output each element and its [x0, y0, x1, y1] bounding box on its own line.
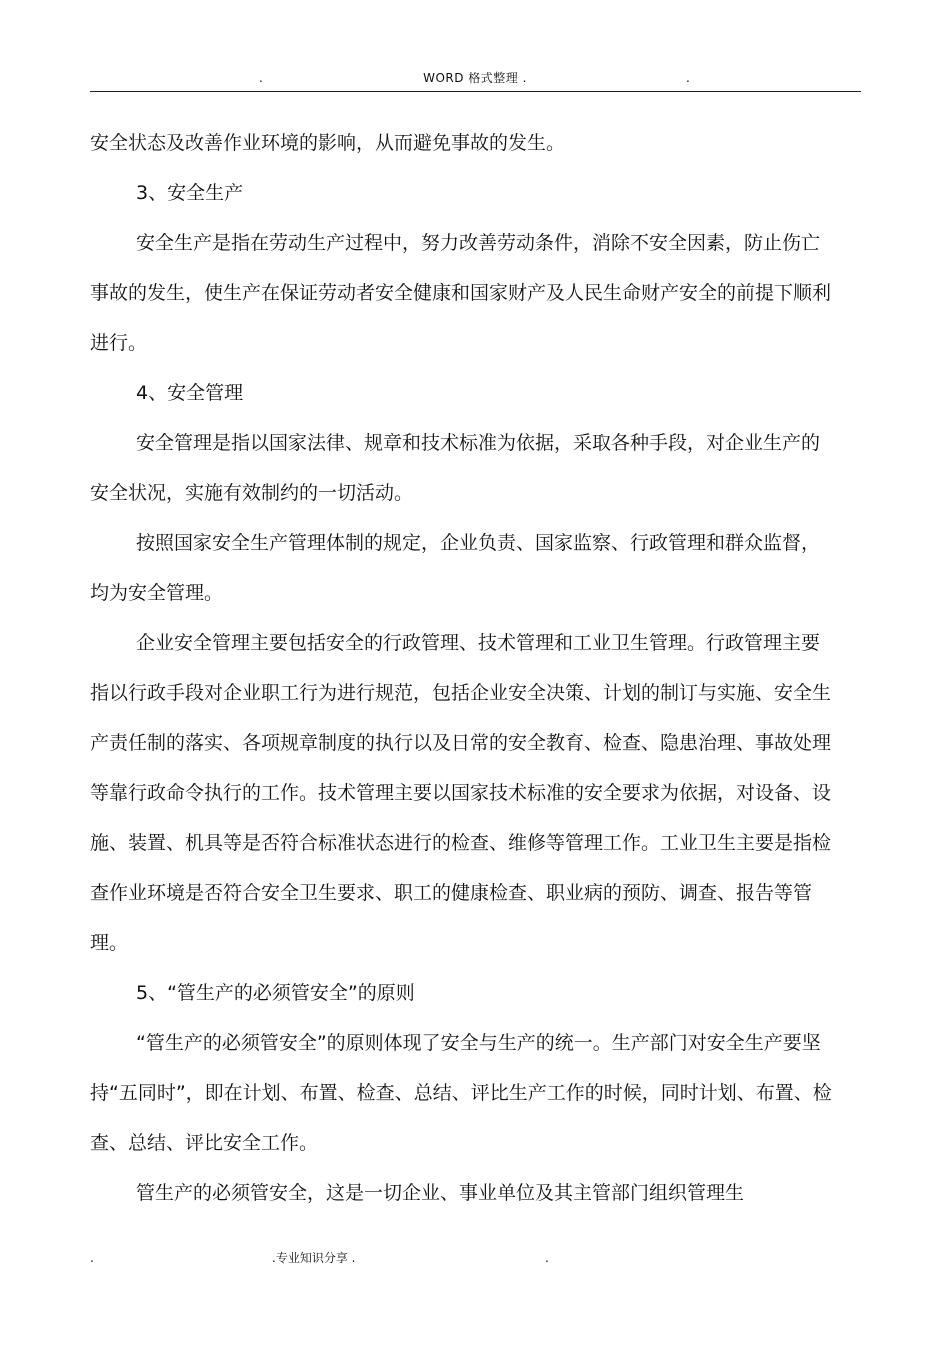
- header-rule: [90, 91, 861, 92]
- paragraph-enterprise-management: 企业安全管理主要包括安全的行政管理、技术管理和工业卫生管理。行政管理主要指以行政手段对企业职工行为进行规范，包括企业安全决策、计划的制订与实施、安全生产责任制的落实、各项规章制度的执行以及日常的安全教育、检查、隐患治理、事故处理等靠行政命令执行的工作。技术管理主要以国家技术标准的安全要求为依据，对设备、设施、装置、机具等是否符合标准状态进行的检查、维修等管理工作。工业卫生主要是指检查作业环境是否符合安全卫生要求、职工的健康检查、职业病的预防、调查、报告等管理。: [90, 632, 832, 954]
- section-heading-4: 4、安全管理: [136, 382, 244, 404]
- paragraph-management-system: 按照国家安全生产管理体制的规定，企业负责、国家监察、行政管理和群众监督，均为安全管理。: [90, 532, 821, 604]
- document-body: [90, 118, 835, 1218]
- paragraph-safety-production: 安全生产是指在劳动生产过程中，努力改善劳动条件，消除不安全因素，防止伤亡事故的发生，使生产在保证劳动者安全健康和国家财产及人民生命财产安全的前提下顺利进行。: [90, 232, 832, 354]
- header-dot-left: .: [259, 71, 263, 85]
- section-heading-5: 5、“管生产的必须管安全”的原则: [136, 982, 415, 1004]
- section-heading-3: 3、安全生产: [136, 182, 244, 204]
- paragraph-principle: “管生产的必须管安全”的原则体现了安全与生产的统一。生产部门对安全生产要坚持“五同时”，即在计划、布置、检查、总结、评比生产工作的时候，同时计划、布置、检查、总结、评比安全工作。: [90, 1032, 832, 1154]
- paragraph-safety-management: 安全管理是指以国家法律、规章和技术标准为依据，采取各种手段，对企业生产的安全状况，实施有效制约的一切活动。: [90, 432, 821, 504]
- paragraph-principle-continued: 管生产的必须管安全，这是一切企业、事业单位及其主管部门组织管理生: [136, 1182, 745, 1204]
- paragraph-continuation: 安全状态及改善作业环境的影响，从而避免事故的发生。: [90, 132, 566, 154]
- footer-text: .专业知识分享 .: [272, 1251, 356, 1265]
- header-dot-right: .: [686, 71, 690, 85]
- page-header: [0, 0, 950, 92]
- footer-dot-right: .: [545, 1251, 549, 1265]
- footer-dot-left: .: [90, 1251, 94, 1265]
- page-footer: [0, 1250, 950, 1270]
- header-title: WORD 格式整理 .: [423, 71, 527, 85]
